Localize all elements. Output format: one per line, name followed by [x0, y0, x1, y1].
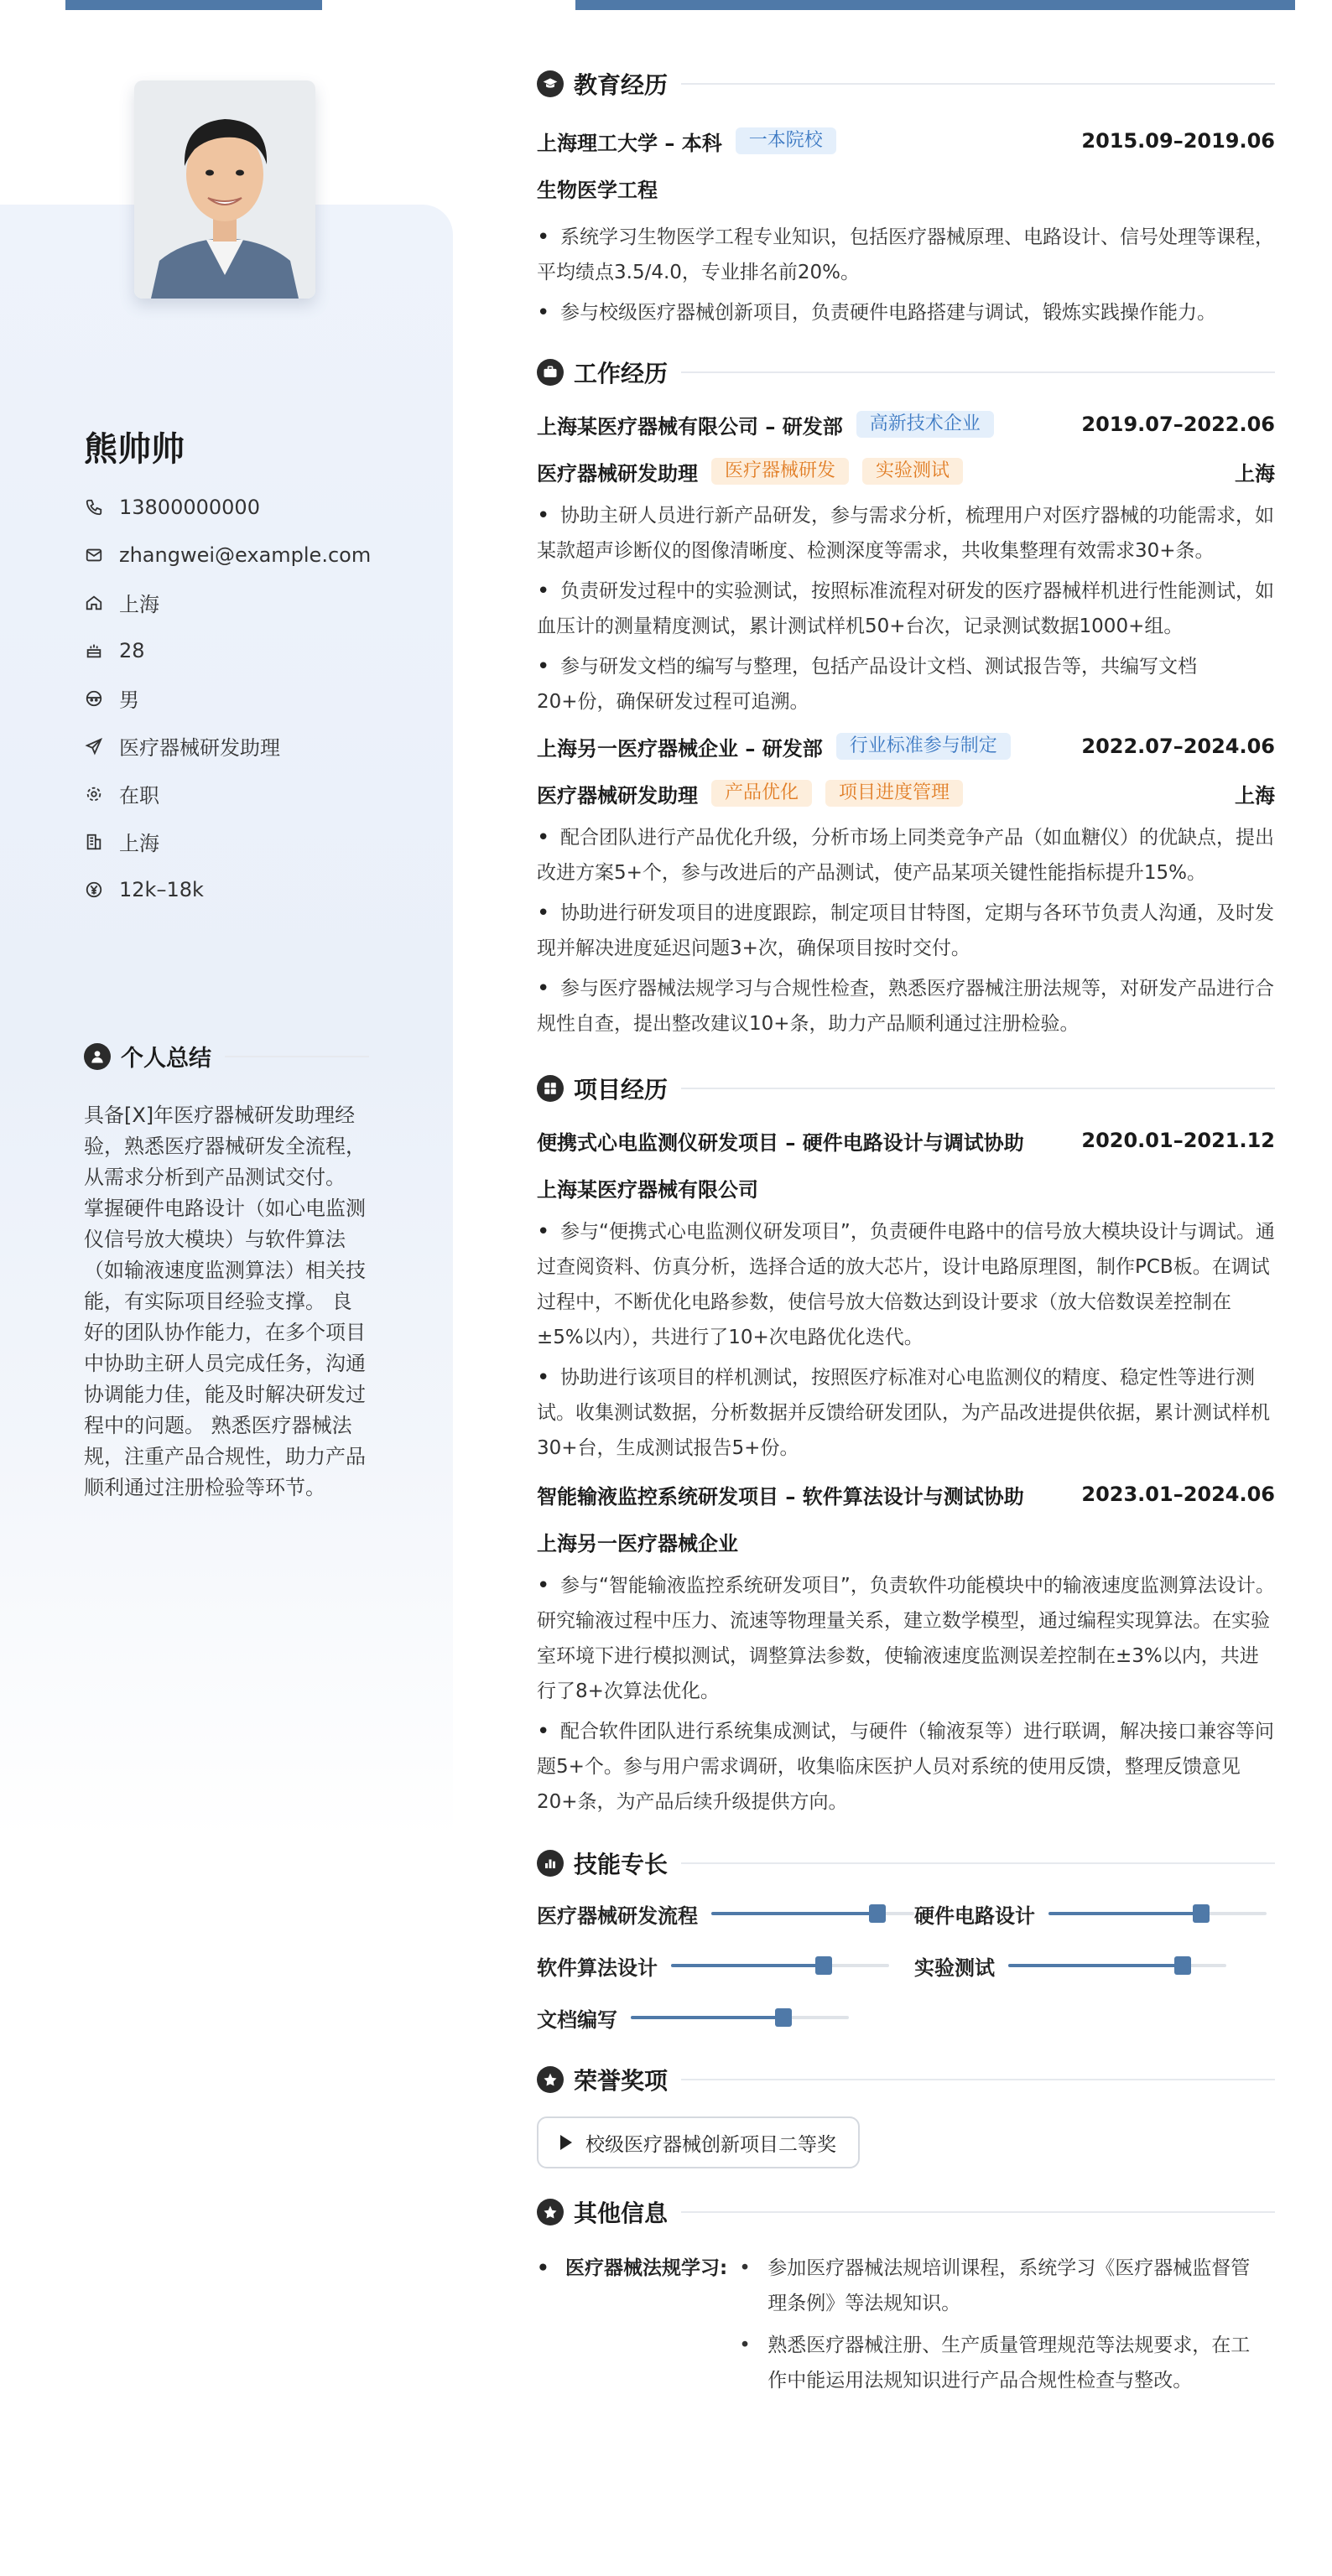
job-bullet: • 协助进行研发项目的进度跟踪，制定项目甘特图，定期与各环节负责人沟通，及时发现并解决进度延迟问题3+次，确保项目按时交付。: [537, 896, 1275, 966]
skills-title: 技能专长: [574, 1851, 669, 1878]
divider: [681, 371, 1275, 373]
skill-bar-knob: [775, 2008, 792, 2027]
education-bullet: • 系统学习生物医学工程专业知识，包括医疗器械原理、电路设计、信号处理等课程，平均绩点3.5/4.0，专业排名前20%。: [537, 220, 1275, 290]
home-text: 上海: [119, 593, 159, 616]
job-location: 上海: [1235, 461, 1275, 486]
job-date: 2022.07–2024.06: [1081, 735, 1275, 758]
awards-title: 荣誉奖项: [574, 2067, 669, 2095]
other-bullet: • 熟悉医疗器械注册、生产质量管理规范等法规要求，在工作中能运用法规知识进行产品合规性检查与整改。: [739, 2328, 1259, 2398]
divider: [225, 1056, 369, 1057]
skill-bar: [1008, 1964, 1226, 1967]
skill-label: 医疗器械研发流程: [537, 1903, 698, 1928]
skill-tag: 项目进度管理: [825, 780, 963, 807]
avatar-photo: [134, 80, 315, 299]
cake-icon: [84, 641, 104, 661]
skills-grid: [537, 1898, 1275, 2033]
play-icon: [560, 2135, 572, 2150]
project-bullet: • 参与“便携式心电监测仪研发项目”，负责硬件电路中的信号放大模块设计与调试。通过查阅资料、仿真分析，选择合适的放大芯片，设计电路原理图，制作PCB板。在调试过程中，不断优化电路参数，使信号放大倍数达到设计要求（放大倍数误差控制在±5%以内），共进行了10+次电路优化迭代。: [537, 1214, 1275, 1355]
info-status: [84, 770, 371, 818]
education-bullet: • 参与校级医疗器械创新项目，负责硬件电路搭建与调试，锻炼实践操作能力。: [537, 295, 1275, 330]
skill-bar: [711, 1912, 914, 1915]
job-role: 医疗器械研发助理: [537, 783, 698, 808]
building-icon: [84, 832, 104, 852]
education-section: [537, 65, 1275, 330]
skill-tag: 医疗器械研发: [711, 458, 849, 485]
skill-tag: 产品优化: [711, 780, 812, 807]
award-item[interactable]: [537, 2116, 860, 2168]
top-accent-bar-right: [575, 0, 1295, 10]
divider: [681, 2079, 1275, 2080]
skill-bar-knob: [1174, 1956, 1191, 1975]
skill-item: [537, 2002, 914, 2033]
divider: [681, 1862, 1275, 1864]
project-company: 上海某医疗器械有限公司: [537, 1177, 758, 1202]
education-title: 教育经历: [574, 71, 669, 99]
job-bullet: • 负责研发过程中的实验测试，按照标准流程对研发的医疗器械样机进行性能测试，如血压计的测量精度测试，累计测试样机50+台次，记录测试数据1000+组。: [537, 574, 1275, 644]
divider: [681, 83, 1275, 85]
company-tag: 行业标准参与制定: [836, 733, 1011, 760]
skill-label: 软件算法设计: [537, 1955, 658, 1980]
job-bullet: • 配合团队进行产品优化升级，分析市场上同类竞争产品（如血糖仪）的优缺点，提出改进方案5+个，参与改进后的产品测试，使产品某项关键性能指标提升15%。: [537, 820, 1275, 891]
award-icon: [537, 2066, 564, 2093]
skill-bar-fill: [671, 1964, 824, 1967]
profile-name: 熊帅帅: [84, 430, 185, 469]
send-icon: [84, 736, 104, 756]
other-entry: [537, 2251, 1275, 2405]
info-email: [84, 531, 371, 579]
skill-bar-knob: [869, 1904, 886, 1923]
phone-icon: [84, 497, 104, 517]
other-section: [537, 2194, 1275, 2405]
skill-bar: [631, 2016, 849, 2019]
other-label: • 医疗器械法规学习:: [537, 2251, 727, 2405]
contact-info-list: [84, 483, 371, 913]
skill-bar: [1048, 1912, 1267, 1915]
job-entry: [537, 408, 1275, 719]
skill-bar-fill: [1008, 1964, 1183, 1967]
info-gender: [84, 674, 371, 722]
project-bullet: • 配合软件团队进行系统集成测试，与硬件（输液泵等）进行联调，解决接口兼容等问题5+个。参与用户需求调研，收集临床医护人员对系统的使用反馈，整理反馈意见20+条，为产品后续升级提供方向。: [537, 1714, 1275, 1820]
city-text: 上海: [119, 832, 159, 855]
skills-section: [537, 1845, 1275, 2033]
gender-text: 男: [119, 688, 139, 712]
info-icon: [537, 2199, 564, 2225]
summary-text: 具备[X]年医疗器械研发助理经验，熟悉医疗器械研发全流程，从需求分析到产品测试交付。 掌握硬件电路设计（如心电监测仪信号放大模块）与软件算法（如输液速度监测算法）相关技能，有实际项目经验支撑。 良好的团队协作能力，在多个项目中协助主研人员完成任务，沟通协调能力佳，能及时解决研发过程中的问题。 熟悉医疗器械法规，注重产品合规性，助力产品顺利通过注册检验等环节。: [84, 1104, 366, 1499]
salary-icon: [84, 880, 104, 900]
job-bullet: • 参与医疗器械法规学习与合规性检查，熟悉医疗器械注册法规等，对研发产品进行合规性自查，提出整改建议10+条，助力产品顺利通过注册检验。: [537, 971, 1275, 1041]
age-text: 28: [119, 638, 145, 662]
skill-item: [537, 1950, 914, 1981]
school-tag: 一本院校: [736, 127, 836, 154]
graduation-cap-icon: [537, 70, 564, 97]
work-section: [537, 354, 1275, 1041]
projects-section: [537, 1070, 1275, 1820]
briefcase-icon: [537, 359, 564, 386]
skill-item: [537, 1898, 914, 1929]
projects-title: 项目经历: [574, 1076, 669, 1104]
phone-text: 13800000000: [119, 495, 260, 519]
info-position: [84, 722, 371, 770]
email-text: zhangwei@example.com: [119, 543, 372, 567]
project-name: 智能输液监控系统研发项目 – 软件算法设计与测试协助: [537, 1484, 1024, 1509]
project-entry: [537, 1124, 1275, 1466]
info-phone: [84, 483, 371, 531]
skill-bar-knob: [1193, 1904, 1210, 1923]
info-age: [84, 626, 371, 674]
position-text: 医疗器械研发助理: [119, 736, 280, 760]
salary-text: 12k–18k: [119, 877, 204, 901]
mail-icon: [84, 545, 104, 565]
skill-item: [914, 1898, 1275, 1929]
project-entry: [537, 1478, 1275, 1820]
job-company: 上海另一医疗器械企业 – 研发部: [537, 736, 823, 761]
project-name: 便携式心电监测仪研发项目 – 硬件电路设计与调试协助: [537, 1130, 1024, 1155]
status-icon: [84, 784, 104, 804]
skill-label: 实验测试: [914, 1955, 995, 1980]
project-company: 上海另一医疗器械企业: [537, 1531, 738, 1555]
skill-label: 文档编写: [537, 2007, 617, 2032]
info-salary: [84, 865, 371, 913]
divider: [681, 2211, 1275, 2213]
education-major: 生物医学工程: [537, 178, 658, 202]
skill-label: 硬件电路设计: [914, 1903, 1035, 1928]
skill-item: [914, 1950, 1275, 1981]
job-company: 上海某医疗器械有限公司 – 研发部: [537, 414, 843, 439]
info-city: [84, 818, 371, 865]
school-name: 上海理工大学 – 本科: [537, 131, 722, 155]
job-bullet: • 协助主研人员进行新产品研发，参与需求分析，梳理用户对医疗器械的功能需求，如某款超声诊断仪的图像清晰度、检测深度等需求，共收集整理有效需求30+条。: [537, 498, 1275, 569]
other-bullet: • 参加医疗器械法规培训课程，系统学习《医疗器械监督管理条例》等法规知识。: [739, 2251, 1259, 2321]
awards-section: [537, 2061, 1275, 2168]
home-icon: [84, 593, 104, 613]
user-icon: [84, 1043, 111, 1070]
status-text: 在职: [119, 784, 159, 808]
summary-header: [84, 1040, 369, 1072]
work-title: 工作经历: [574, 360, 669, 387]
top-accent-bar-left: [65, 0, 322, 10]
skill-tag: 实验测试: [862, 458, 963, 485]
other-title: 其他信息: [574, 2199, 669, 2227]
company-tag: 高新技术企业: [856, 411, 994, 438]
main-column: [537, 65, 1275, 2405]
job-location: 上海: [1235, 783, 1275, 808]
summary-title: 个人总结: [121, 1046, 211, 1072]
award-label: 校级医疗器械创新项目二等奖: [585, 2133, 836, 2156]
job-bullet: • 参与研发文档的编写与整理，包括产品设计文档、测试报告等，共编写文档20+份，确保研发过程可追溯。: [537, 649, 1275, 719]
skill-bar-knob: [815, 1956, 832, 1975]
project-bullet: • 协助进行该项目的样机测试，按照医疗标准对心电监测仪的精度、稳定性等进行测试。收集测试数据，分析数据并反馈给研发团队，为产品改进提供依据，累计测试样机30+台，生成测试报告5+份。: [537, 1360, 1275, 1466]
gender-icon: [84, 688, 104, 709]
chart-icon: [537, 1850, 564, 1877]
skill-bar: [671, 1964, 889, 1967]
info-home: [84, 579, 371, 626]
skill-bar-fill: [1048, 1912, 1201, 1915]
education-date: 2015.09–2019.06: [1081, 129, 1275, 153]
skill-bar-fill: [711, 1912, 877, 1915]
skill-bar-fill: [631, 2016, 783, 2019]
grid-icon: [537, 1075, 564, 1102]
project-date: 2023.01–2024.06: [1081, 1483, 1275, 1506]
avatar: [134, 80, 315, 299]
job-date: 2019.07–2022.06: [1081, 413, 1275, 436]
divider: [681, 1088, 1275, 1089]
project-bullet: • 参与“智能输液监控系统研发项目”，负责软件功能模块中的输液速度监测算法设计。研究输液过程中压力、流速等物理量关系，建立数学模型，通过编程实现算法。在实验室环境下进行模拟测试，调整算法参数，使输液速度监测误差控制在±3%以内，共进行了8+次算法优化。: [537, 1568, 1275, 1709]
project-date: 2020.01–2021.12: [1081, 1129, 1275, 1152]
job-entry: [537, 730, 1275, 1041]
job-role: 医疗器械研发助理: [537, 461, 698, 486]
